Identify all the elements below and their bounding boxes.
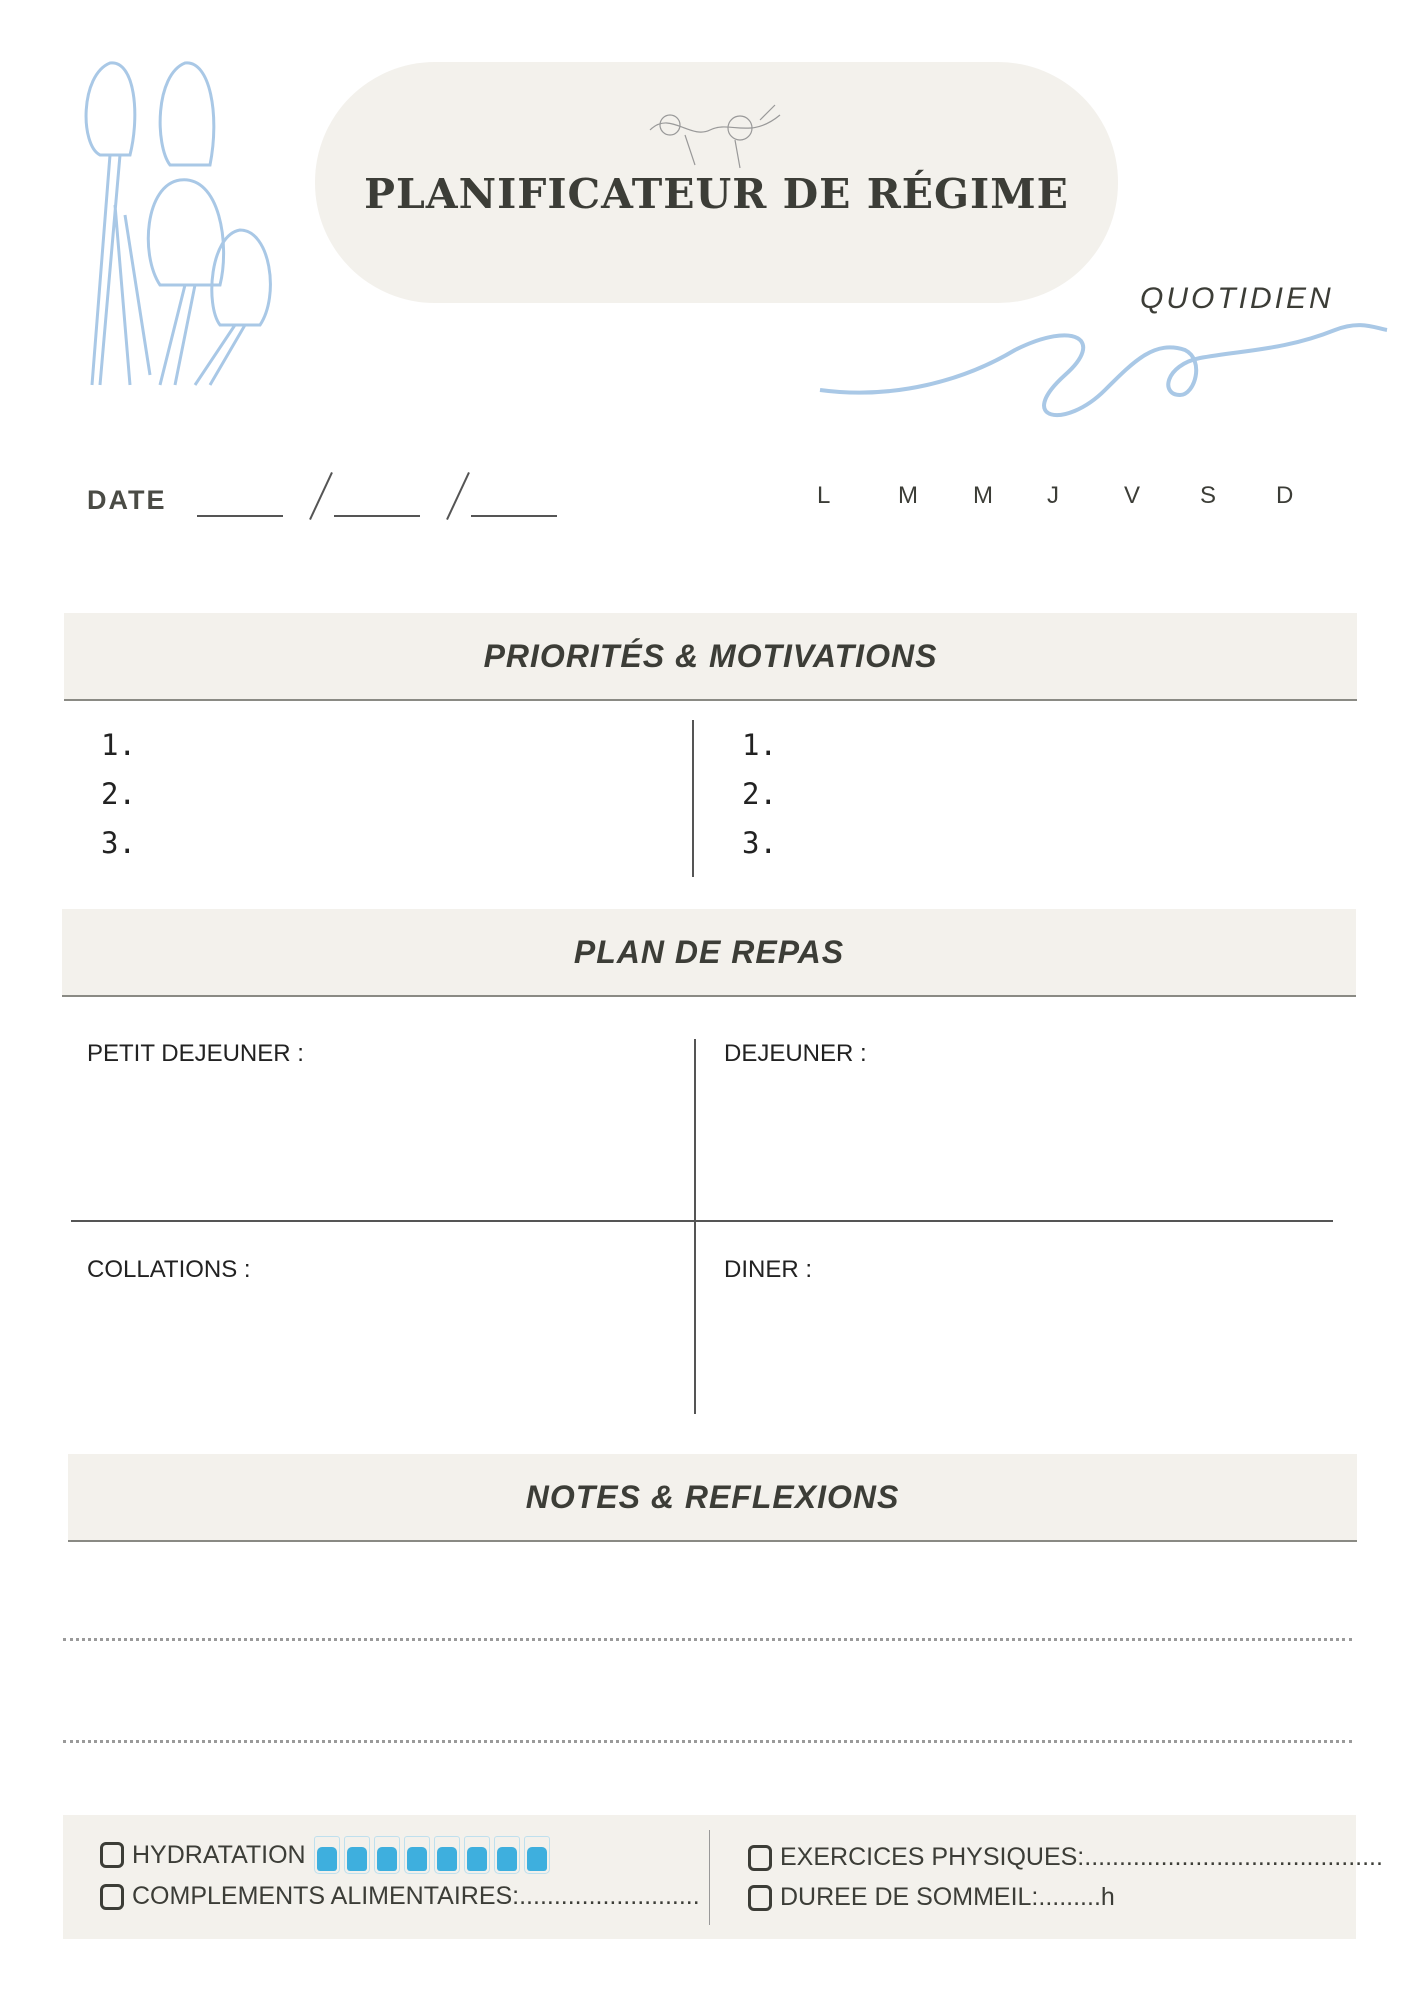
supplements-row [100,1882,700,1911]
day-saturday[interactable]: S [1200,482,1217,509]
water-glass-icon[interactable] [434,1836,460,1874]
day-friday[interactable]: V [1124,482,1141,509]
water-glass-icon[interactable] [524,1836,550,1874]
hydration-row [100,1836,554,1874]
priority-left-1: 1. [101,728,136,762]
day-monday[interactable]: L [817,482,831,509]
meal-grid-vertical [694,1039,696,1414]
date-day-field[interactable] [197,515,283,517]
day-sunday[interactable]: D [1276,482,1294,509]
hydration-label: HYDRATATION [132,1840,306,1869]
date-label: DATE [87,485,167,515]
day-tuesday[interactable]: M [898,482,918,509]
tracker-divider [709,1830,710,1925]
meal-grid-horizontal [71,1220,1333,1222]
date-separator [446,472,470,520]
priority-left-3: 3. [101,826,136,860]
supplements-checkbox[interactable] [100,1884,124,1910]
page-title: PLANIFICATEUR DE RÉGIME [364,170,1069,218]
subtitle: QUOTIDIEN [1140,282,1334,315]
date-year-field[interactable] [471,515,557,517]
water-glass-icon[interactable] [404,1836,430,1874]
meal-plan-header: PLAN DE REPAS [62,909,1356,997]
day-wednesday[interactable]: M [973,482,993,509]
notes-header: NOTES & REFLEXIONS [68,1454,1357,1542]
sleep-checkbox[interactable] [748,1885,772,1911]
priority-left-2: 2. [101,777,136,811]
snacks-label: COLLATIONS : [87,1256,251,1283]
exercise-label: EXERCICES PHYSIQUES:........................................... [780,1843,1383,1871]
priorities-header: PRIORITÉS & MOTIVATIONS [64,613,1357,701]
dinner-label: DINER : [724,1256,813,1283]
sleep-label: DUREE DE SOMMEIL:.........h [780,1883,1115,1911]
notes-line-2[interactable] [63,1740,1352,1743]
motivation-right-2: 2. [742,777,777,811]
motivation-right-3: 3. [742,826,777,860]
water-glass-icon[interactable] [464,1836,490,1874]
exercise-checkbox[interactable] [748,1845,772,1871]
date-separator [309,472,333,520]
sleep-row [748,1883,1115,1912]
supplements-label: COMPLEMENTS ALIMENTAIRES:.......................... [132,1882,700,1910]
water-glass-icon[interactable] [344,1836,370,1874]
water-glass-icon[interactable] [494,1836,520,1874]
motivation-right-1: 1. [742,728,777,762]
hydration-checkbox[interactable] [100,1842,124,1868]
water-glass-icon[interactable] [374,1836,400,1874]
lunch-label: DEJEUNER : [724,1040,867,1067]
date-month-field[interactable] [334,515,420,517]
day-thursday[interactable]: J [1047,482,1059,509]
tulip-illustration [70,55,290,390]
notes-line-1[interactable] [63,1638,1352,1641]
water-glasses [314,1836,554,1874]
column-divider [692,720,694,877]
exercise-row [748,1843,1383,1872]
water-glass-icon[interactable] [314,1836,340,1874]
floral-ornament-icon [640,100,790,170]
breakfast-label: PETIT DEJEUNER : [87,1040,304,1067]
squiggle-decoration [815,320,1395,430]
